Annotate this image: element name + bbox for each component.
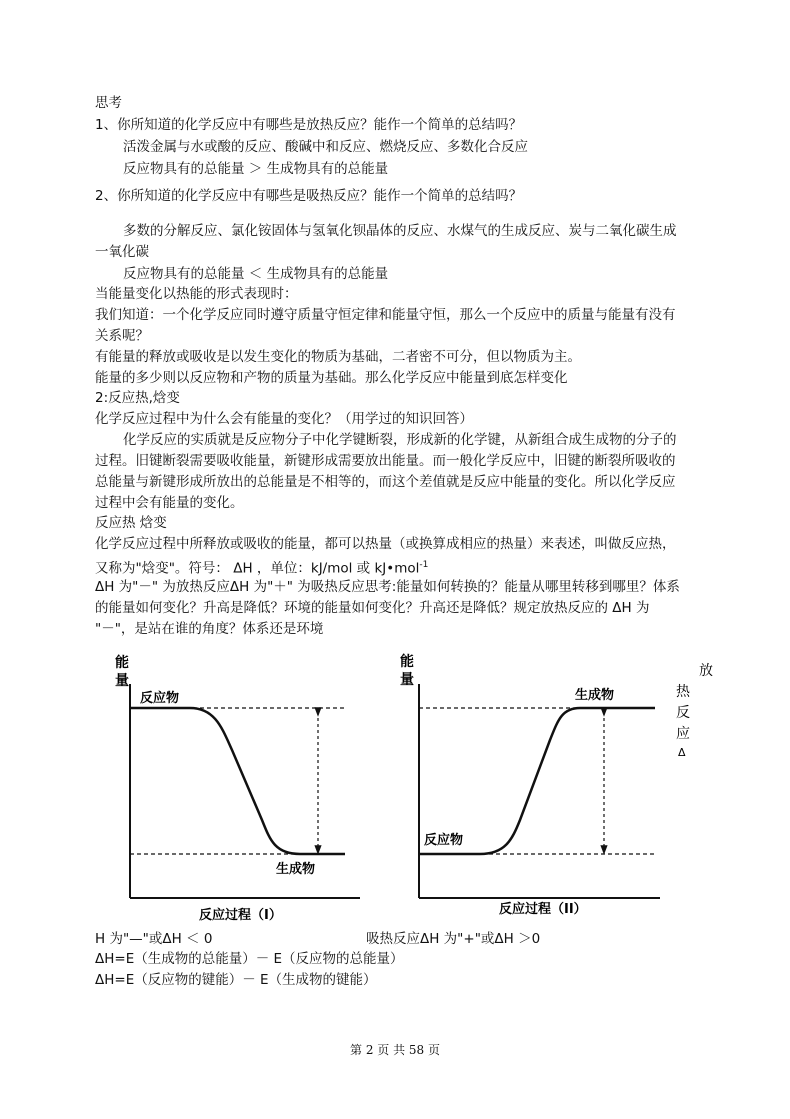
diagram1-ylabel-bottom: 量 (115, 673, 129, 689)
section-heading: 2:反应热,焓变 (95, 390, 180, 406)
diagram1-curve (130, 708, 345, 854)
paragraph-5-c: 总能量与新键形成所放出的总能量是不相等的，而这个差值就是反应中能量的变化。所以化学反应 (95, 474, 676, 490)
side-note-char-3: 反 (676, 705, 690, 721)
diagram1-top-label: 反应物 (140, 691, 180, 706)
diagram2-top-label: 生成物 (575, 688, 615, 703)
side-note-char-4: 应 (676, 726, 690, 742)
section-think: 思考 (95, 95, 122, 111)
question-1: 1、你所知道的化学反应中有哪些是放热反应？能作一个简单的总结吗？ (95, 117, 523, 133)
paragraph-3: 有能量的释放或吸收是以发生变化的物质为基础，二者密不可分，但以物质为主。 (95, 349, 581, 365)
paragraph-6-b-text: 又称为"焓变"。符号： ΔH ，单位：kJ/mol 或 kJ•mol (95, 560, 420, 577)
paragraph-7-c: "－"，是站在谁的角度？体系还是环境 (95, 621, 324, 637)
paragraph-1: 当能量变化以热能的形式表现时： (95, 286, 298, 302)
side-note (676, 663, 713, 759)
energy-diagrams (0, 640, 790, 930)
diagram2-bottom-label: 反应物 (424, 833, 464, 848)
side-note-char-2: 热 (676, 684, 690, 700)
page-footer: 第 2 页 共 58 页 (350, 1043, 440, 1057)
bottom-line-2: 吸热反应ΔH 为"+"或ΔH ＞0 (366, 931, 541, 947)
unit-superscript: -1 (419, 560, 429, 570)
diagram1-bottom-label: 生成物 (276, 862, 316, 877)
paragraph-7: ΔH 为"－" 为放热反应ΔH 为"＋" 为吸热反应思考:能量如何转换的？能量从哪里转移到哪里？体系 (95, 579, 680, 595)
paragraph-6-b (95, 556, 428, 578)
paragraph-7-b: 的能量如何变化？升高是降低？环境的能量如何变化？升高还是降低？规定放热反应的 ΔH 为 (95, 600, 650, 616)
diagram1-xlabel: 反应过程（I） (199, 908, 282, 923)
diagram1-ylabel-top: 能 (115, 655, 129, 671)
paragraph-2: 我们知道：一个化学反应同时遵守质量守恒定律和能量守恒，那么一个反应中的质量与能量有没有 (95, 307, 676, 323)
paragraph-2-cont: 关系呢？ (95, 328, 149, 344)
diagram-exothermic (115, 654, 360, 923)
bottom-line-4: ΔH=E（反应物的键能）－ E（生成物的键能） (95, 972, 377, 988)
answer-2-cont: 一氧化碳 (95, 244, 149, 260)
side-note-char-1: 放 (699, 663, 713, 679)
paragraph-5-d: 过程中会有能量的变化。 (95, 495, 244, 511)
heading-enthalpy: 反应热 焓变 (95, 515, 167, 531)
paragraph-5-b: 过程。旧键断裂需要吸收能量，新键形成需要放出能量。而一般化学反应中，旧键的断裂所吸收的 (95, 453, 676, 469)
bottom-line-3: ΔH=E（生成物的总能量）－ E（反应物的总能量） (95, 951, 404, 967)
answer-2: 多数的分解反应、氯化铵固体与氢氧化钡晶体的反应、水煤气的生成反应、炭与二氧化碳生成 (123, 223, 677, 239)
question-3: 化学反应过程中为什么会有能量的变化？（用学过的知识回答） (95, 411, 473, 427)
diagram2-xlabel: 反应过程（II） (499, 902, 587, 917)
paragraph-4: 能量的多少则以反应物和产物的质量为基础。那么化学反应中能量到底怎样变化 (95, 370, 568, 386)
bottom-line-1: H 为"—"或ΔH ＜ 0 (95, 931, 213, 947)
paragraph-5: 化学反应的实质就是反应物分子中化学键断裂，形成新的化学键，从新组合成生成物的分子的 (123, 432, 677, 448)
paragraph-6: 化学反应过程中所释放或吸收的能量，都可以热量（或换算成相应的热量）来表述，叫做反应热， (95, 536, 676, 552)
diagram-endothermic (400, 653, 660, 917)
diagram2-ylabel-bottom: 量 (400, 672, 414, 688)
diagram2-ylabel-top: 能 (400, 654, 414, 670)
answer-2-energy: 反应物具有的总能量 ＜ 生成物具有的总能量 (123, 266, 389, 282)
question-2: 2、你所知道的化学反应中有哪些是吸热反应？能作一个简单的总结吗？ (95, 188, 523, 204)
side-note-char-5: Δ (678, 746, 686, 759)
answer-1-energy: 反应物具有的总能量 ＞ 生成物具有的总能量 (123, 161, 389, 177)
answer-1: 活泼金属与水或酸的反应、酸碱中和反应、燃烧反应、多数化合反应 (123, 139, 528, 155)
